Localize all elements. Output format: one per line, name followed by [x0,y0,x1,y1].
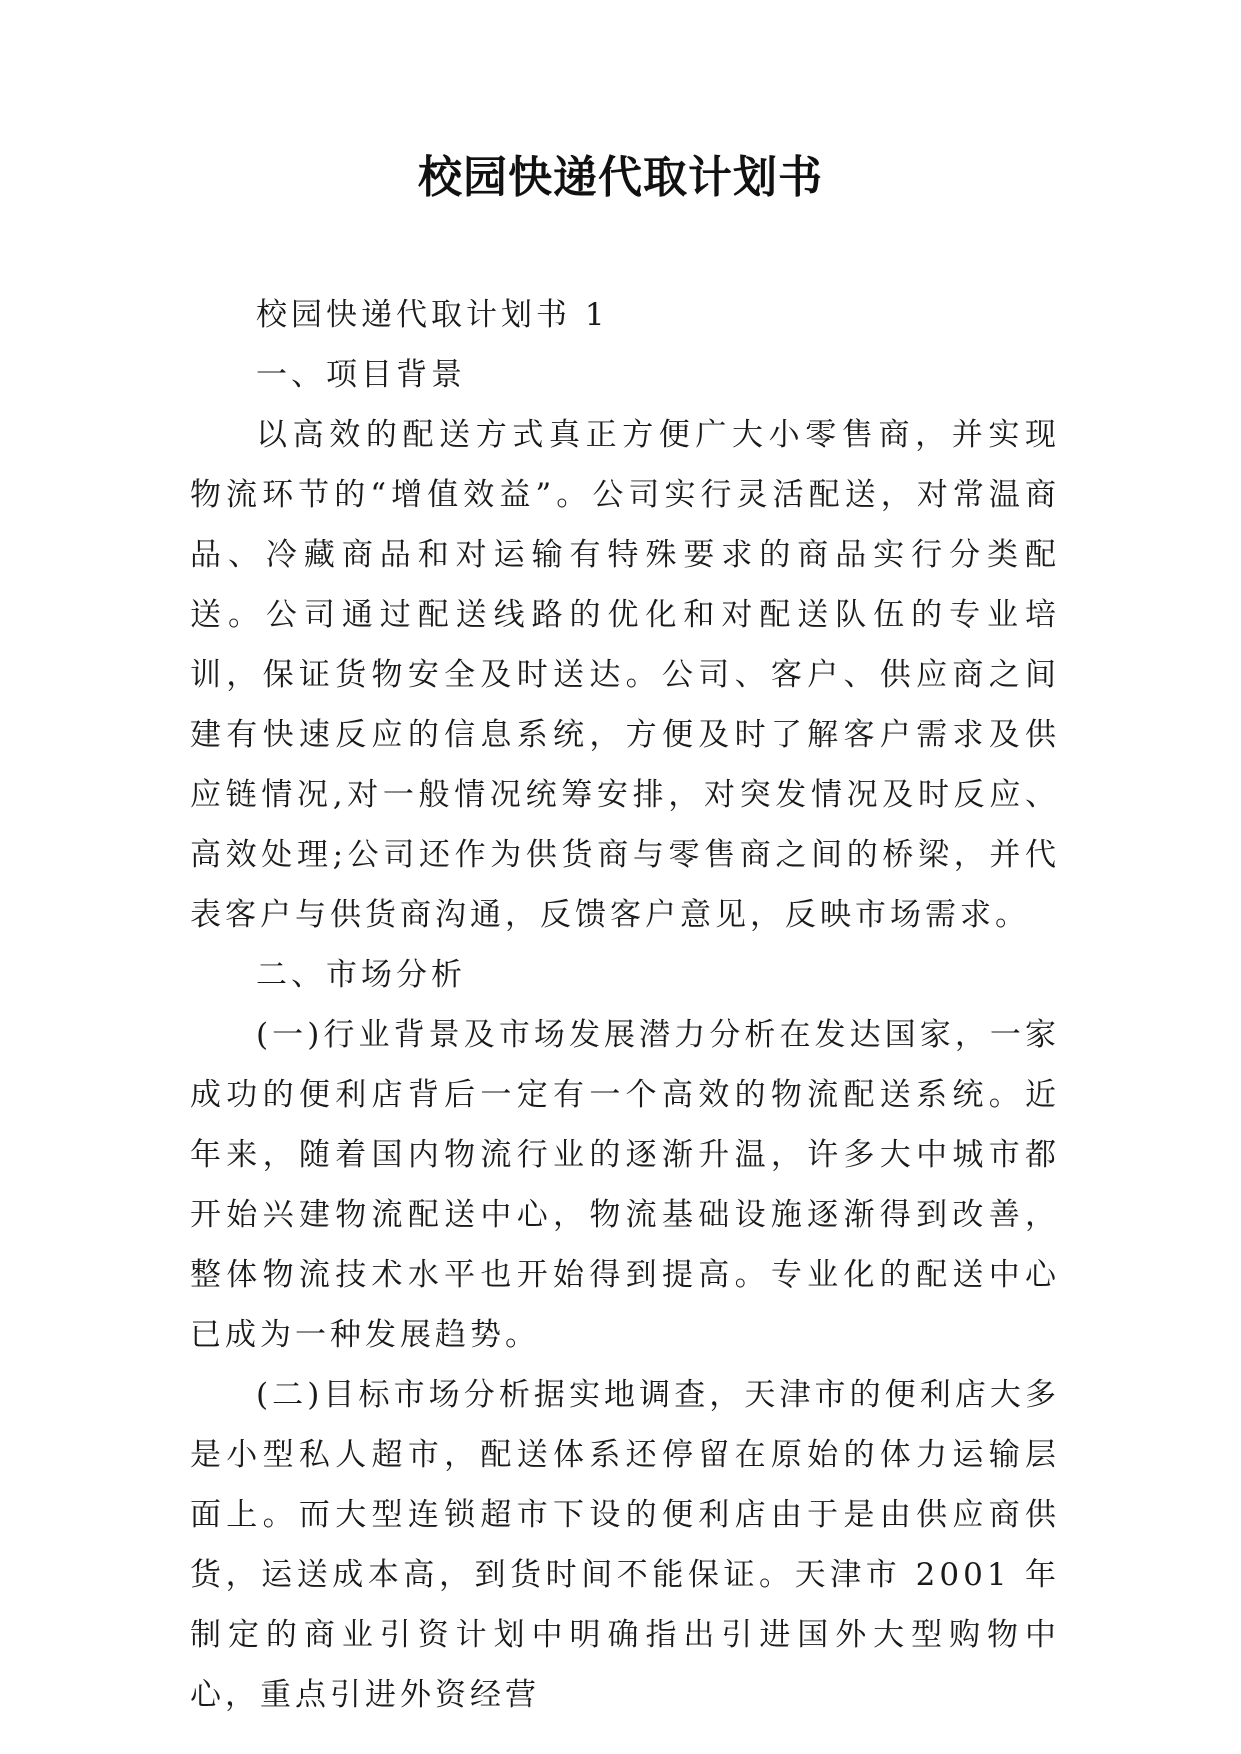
document-body [190,285,1060,1725]
paragraph-industry-background: (一)行业背景及市场发展潜力分析在发达国家，一家成功的便利店背后一定有一个高效的物流配送系统。近年来，随着国内物流行业的逐渐升温，许多大中城市都开始兴建物流配送中心，物流基础设施逐渐得到改善，整体物流技术水平也开始得到提高。专业化的配送中心已成为一种发展趋势。 [190,1017,1060,1353]
section-heading-market-analysis: 二、市场分析 [256,957,466,993]
paragraph-background: 以高效的配送方式真正方便广大小零售商，并实现物流环节的“增值效益”。公司实行灵活配送，对常温商品、冷藏商品和对运输有特殊要求的商品实行分类配送。公司通过配送线路的优化和对配送队伍的专业培训，保证货物安全及时送达。公司、客户、供应商之间建有快速反应的信息系统，方便及时了解客户需求及供应链情况,对一般情况统筹安排，对突发情况及时反应、高效处理;公司还作为供货商与零售商之间的桥梁，并代表客户与供货商沟通，反馈客户意见，反映市场需求。 [190,417,1060,933]
subtitle-line: 校园快递代取计划书 1 [256,297,609,333]
section-heading-background: 一、项目背景 [256,357,466,393]
document-title: 校园快递代取计划书 [418,152,823,203]
paragraph-target-market: (二)目标市场分析据实地调查，天津市的便利店大多是小型私人超市，配送体系还停留在原始的体力运输层面上。而大型连锁超市下设的便利店由于是由供应商供货，运送成本高，到货时间不能保证。天津市 2001 年制定的商业引资计划中明确指出引进国外大型购物中心，重点引进外资经营 [190,1377,1060,1713]
